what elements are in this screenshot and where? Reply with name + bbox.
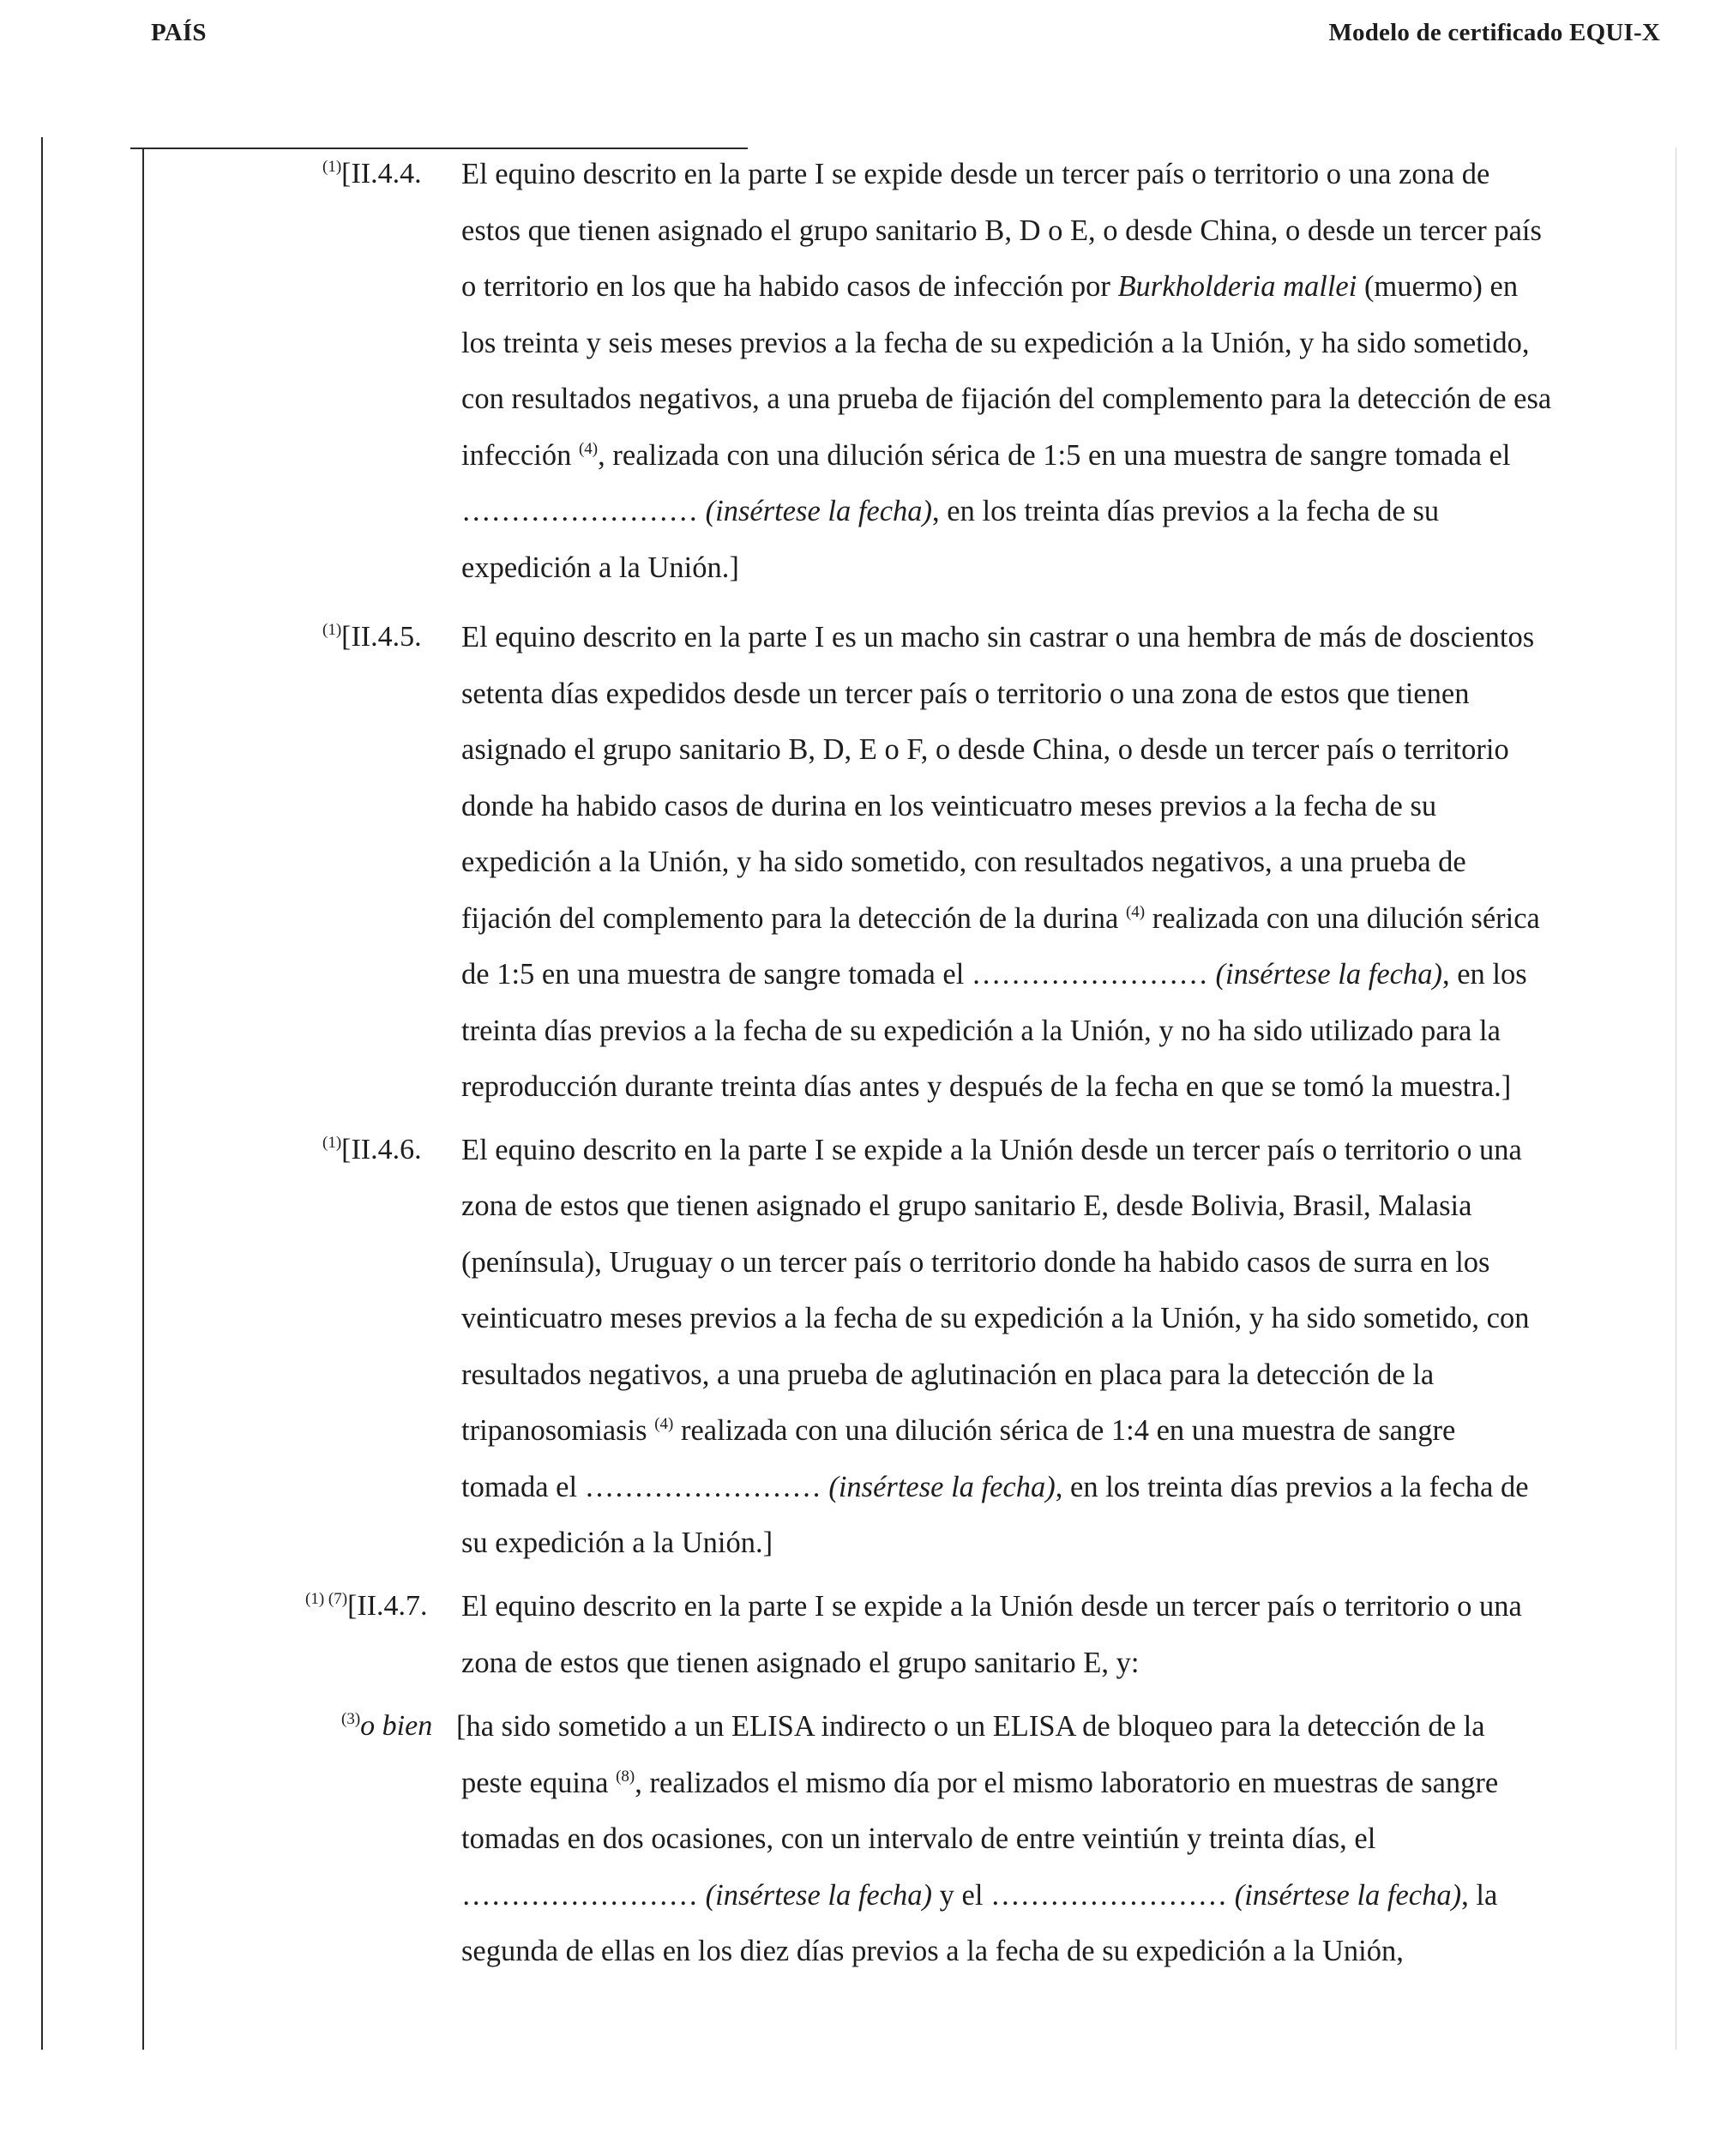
date-placeholder: …………………… (584, 1471, 821, 1503)
text-line: tomadas en dos ocasiones, con un intervalo de entre veintiún y treinta días, el (461, 1822, 1376, 1855)
option-label: $^{(3)}$o bien (341, 1710, 433, 1742)
text-line: segunda de ellas en los diez días previos a la fecha de su expedición a la Unión, (461, 1935, 1404, 1967)
text-line: tripanosomiasis $^{(4)}$ realizada con una dilución sérica de 1:4 en una muestra de sangre (461, 1414, 1456, 1447)
top-rule (130, 148, 748, 149)
text-line: peste equina $^{(8)}$, realizados el mismo día por el mismo laboratorio en muestras de sangre (461, 1767, 1499, 1799)
text-line: …………………… (insértese la fecha), en los treinta días previos a la fecha de su (461, 495, 1440, 527)
text-line: su expedición a la Unión.] (461, 1527, 773, 1559)
footnote-ref: (4) (1125, 903, 1146, 921)
section-label: $^{(1)}$[II.4.4. (322, 158, 422, 190)
text-line: expedición a la Unión.] (461, 551, 739, 584)
text-line: estos que tienen asignado el grupo sanitario B, D o E, o desde China, o desde un tercer país (461, 214, 1542, 247)
section-label: $^{(1)}$[II.4.6. (322, 1134, 422, 1165)
date-placeholder: …………………… (990, 1879, 1228, 1912)
text-line: setenta días expedidos desde un tercer país o territorio o una zona de estos que tienen (461, 678, 1470, 710)
text-line: expedición a la Unión, y ha sido sometido, con resultados negativos, a una prueba de (461, 846, 1466, 878)
text-line: zona de estos que tienen asignado el grupo sanitario E, desde Bolivia, Brasil, Malasia (461, 1189, 1472, 1222)
date-placeholder: …………………… (461, 495, 698, 527)
section-label: $^{(1) (7)}$[II.4.7. (305, 1590, 428, 1622)
text-line: reproducción durante treinta días antes y después de la fecha en que se tomó la muestra.] (461, 1070, 1512, 1103)
text-line: El equino descrito en la parte I se expide desde un tercer país o territorio o una zona de (461, 158, 1490, 190)
text-line: con resultados negativos, a una prueba de fijación del complemento para la detección de esa (461, 382, 1552, 415)
text-line: …………………… (insértese la fecha) y el …………………… (insértese la fecha), la (461, 1879, 1498, 1912)
text-line: infección $^{(4)}$, realizada con una dilución sérica de 1:5 en una muestra de sangre tomada el (461, 439, 1511, 472)
date-placeholder: …………………… (461, 1879, 698, 1912)
species-name: Burkholderia mallei (1117, 270, 1357, 303)
text-line: donde ha habido casos de durina en los veinticuatro meses previos a la fecha de su (461, 790, 1437, 822)
text-line: fijación del complemento para la detección de la durina $^{(4)}$ realizada con una dilución sérica (461, 902, 1540, 935)
text-line: zona de estos que tienen asignado el grupo sanitario E, y: (461, 1647, 1140, 1679)
text-line: resultados negativos, a una prueba de aglutinación en placa para la detección de la (461, 1358, 1435, 1391)
text-line: los treinta y seis meses previos a la fecha de su expedición a la Unión, y ha sido sometido, (461, 327, 1530, 359)
text-line: de 1:5 en una muestra de sangre tomada el …………………… (insértese la fecha), en los (461, 958, 1527, 991)
text-line: treinta días previos a la fecha de su expedición a la Unión, y no ha sido utilizado para la (461, 1015, 1501, 1047)
text-line: El equino descrito en la parte I se expide a la Unión desde un tercer país o territorio o una (461, 1134, 1522, 1166)
text-line: asignado el grupo sanitario B, D, E o F, o desde China, o desde un tercer país o territorio (461, 733, 1509, 766)
text-line: tomada el …………………… (insértese la fecha), en los treinta días previos a la fecha de (461, 1471, 1529, 1503)
header-certificate-model: Modelo de certificado EQUI-X (1328, 19, 1660, 46)
text-line: (península), Uruguay o un tercer país o territorio donde ha habido casos de surra en los (461, 1246, 1490, 1279)
footnote-ref: (8) (616, 1768, 635, 1786)
text-line: El equino descrito en la parte I se expide a la Unión desde un tercer país o territorio o una (461, 1590, 1522, 1623)
outer-left-border (41, 137, 43, 2050)
date-placeholder: …………………… (971, 958, 1208, 991)
text-line: El equino descrito en la parte I es un macho sin castrar o una hembra de más de doscientos (461, 621, 1535, 653)
section-label: $^{(1)}$[II.4.5. (322, 621, 422, 653)
inner-left-border (142, 148, 144, 2050)
header-country: PAÍS (151, 19, 207, 46)
text-line: o territorio en los que ha habido casos de infección por Burkholderia mallei (muermo) en (461, 270, 1519, 303)
text-line: [ha sido sometido a un ELISA indirecto o un ELISA de bloqueo para la detección de la (456, 1710, 1485, 1743)
footnote-ref: (4) (578, 440, 599, 458)
footnote-ref: (4) (654, 1415, 674, 1433)
text-line: veinticuatro meses previos a la fecha de su expedición a la Unión, y ha sido sometido, con (461, 1302, 1530, 1334)
